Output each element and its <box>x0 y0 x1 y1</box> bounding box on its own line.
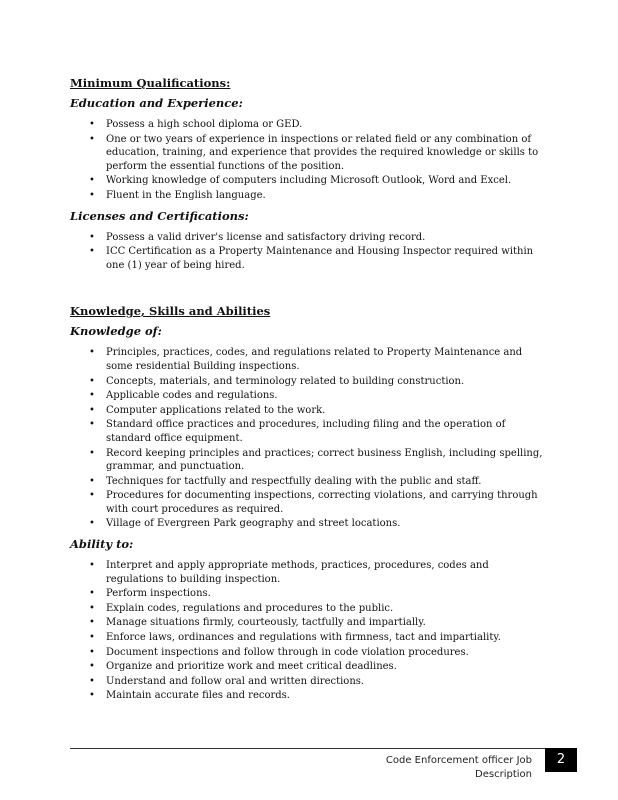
list-item-text: ICC Certification as a Property Maintenance and Housing Inspector required within one (1) year of being hired. <box>106 246 534 271</box>
list-item-text: Organize and prioritize work and meet critical deadlines. <box>106 661 397 673</box>
list-item-text: Principles, practices, codes, and regulations related to Property Maintenance and some residential Building inspections. <box>106 347 523 372</box>
list-item <box>70 447 548 474</box>
bullet-icon: • <box>89 661 95 673</box>
list-item-text: Concepts, materials, and terminology related to building construction. <box>106 375 465 387</box>
list-item-text: Village of Evergreen Park geography and street locations. <box>106 518 401 530</box>
knowledge-list <box>70 346 548 531</box>
list-item <box>70 231 548 245</box>
list-item <box>70 489 548 516</box>
licenses-certifications-heading: Licenses and Certifications: <box>70 208 249 223</box>
bullet-icon: • <box>89 675 95 687</box>
education-experience-heading: Education and Experience: <box>70 96 243 110</box>
knowledge-heading: Knowledge of: <box>70 324 162 339</box>
list-item <box>70 189 548 203</box>
footer-divider <box>70 748 576 749</box>
bullet-icon: • <box>89 690 95 702</box>
list-item <box>70 631 548 645</box>
licenses-certifications-list <box>70 231 548 273</box>
list-item-text: Document inspections and follow through in code violation procedures. <box>106 646 469 658</box>
list-item-text: Working knowledge of computers including Microsoft Outlook, Word and Excel. <box>106 175 512 187</box>
list-item <box>70 375 548 389</box>
ability-list <box>70 559 548 703</box>
bullet-icon: • <box>89 490 95 502</box>
list-item-text: Fluent in the English language. <box>106 189 266 201</box>
list-item <box>70 389 548 403</box>
bullet-icon: • <box>89 175 95 187</box>
bullet-icon: • <box>89 617 95 629</box>
list-item-text: Procedures for documenting inspections, correcting violations, and carrying through with court procedures as required. <box>106 490 538 515</box>
bullet-icon: • <box>89 646 95 658</box>
list-item <box>70 346 548 373</box>
list-item <box>70 245 548 272</box>
bullet-icon: • <box>89 475 95 487</box>
list-item <box>70 689 548 703</box>
list-item <box>70 660 548 674</box>
list-item-text: Manage situations firmly, courteously, tactfully and impartially. <box>106 617 426 629</box>
list-item-text: Perform inspections. <box>106 588 211 600</box>
bullet-icon: • <box>89 231 95 243</box>
footer-title: Code Enforcement officer Job Description <box>385 755 532 780</box>
list-item <box>70 404 548 418</box>
bullet-icon: • <box>89 602 95 614</box>
list-item <box>70 133 548 174</box>
bullet-icon: • <box>89 632 95 644</box>
list-item-text: Interpret and apply appropriate methods, practices, procedures, codes and regulations to building inspection. <box>106 560 489 585</box>
page-number: 2 <box>545 748 577 772</box>
list-item-text: Computer applications related to the work. <box>106 404 326 416</box>
list-item <box>70 675 548 689</box>
list-item-text: Standard office practices and procedures, including filing and the operation of standard office equipment. <box>106 419 506 444</box>
list-item-text: Maintain accurate files and records. <box>106 690 290 702</box>
ksa-heading: Knowledge, Skills and Abilities <box>70 304 271 319</box>
bullet-icon: • <box>89 404 95 416</box>
list-item-text: Record keeping principles and practices; correct business English, including spelling, grammar, and punctuation. <box>106 447 543 473</box>
bullet-icon: • <box>89 375 95 387</box>
list-item-text: Techniques for tactfully and respectfully dealing with the public and staff. <box>106 475 482 487</box>
list-item <box>70 517 548 531</box>
bullet-icon: • <box>89 246 95 258</box>
list-item-text: Applicable codes and regulations. <box>106 390 278 402</box>
list-item <box>70 118 548 132</box>
ability-heading: Ability to: <box>70 537 134 552</box>
list-item-text: Possess a valid driver's license and satisfactory driving record. <box>106 231 426 243</box>
list-item <box>70 602 548 616</box>
list-item <box>70 174 548 188</box>
list-item-text: Understand and follow oral and written directions. <box>106 675 365 687</box>
list-item <box>70 587 548 601</box>
min-qualifications-heading: Minimum Qualifications: <box>70 76 231 90</box>
bullet-icon: • <box>89 189 95 201</box>
bullet-icon: • <box>89 119 95 130</box>
list-item-text: Enforce laws, ordinances and regulations with firmness, tact and impartiality. <box>106 632 501 644</box>
bullet-icon: • <box>89 447 95 459</box>
list-item <box>70 646 548 660</box>
list-item <box>70 475 548 489</box>
list-item <box>70 616 548 630</box>
list-item <box>70 418 548 445</box>
bullet-icon: • <box>89 347 95 359</box>
bullet-icon: • <box>89 133 95 145</box>
bullet-icon: • <box>89 419 95 431</box>
bullet-icon: • <box>89 518 95 530</box>
list-item-text: One or two years of experience in inspections or related field or any combination of education, training, and experience that provides the required knowledge or skills to perform the essential functions of the position. <box>106 133 539 172</box>
list-item-text: Possess a high school diploma or GED. <box>106 119 303 130</box>
page-content <box>70 76 548 709</box>
bullet-icon: • <box>89 588 95 600</box>
bullet-icon: • <box>89 390 95 402</box>
bullet-icon: • <box>89 560 95 572</box>
education-experience-list <box>70 118 548 203</box>
list-item-text: Explain codes, regulations and procedures to the public. <box>106 602 394 614</box>
list-item <box>70 559 548 586</box>
